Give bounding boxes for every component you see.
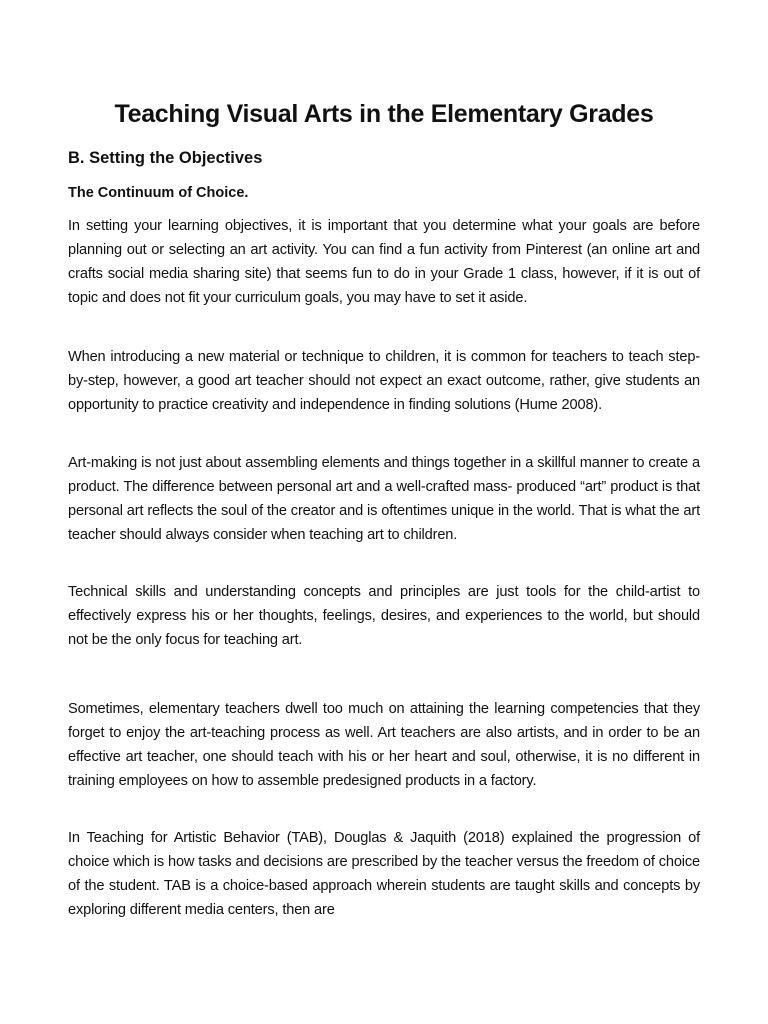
section-heading: B. Setting the Objectives (68, 149, 263, 167)
paragraph: Sometimes, elementary teachers dwell too much on attaining the learning competencies that they forget to enjoy the art-teaching process as well. Art teachers are also artists, and in order to be an effective art teacher, one should teach with his or her heart and soul, otherwise, it is no different in training employees on how to assemble predesigned products in a factory. (68, 701, 700, 789)
paragraph: Technical skills and understanding concepts and principles are just tools for the child-artist to effectively express his or her thoughts, feelings, desires, and experiences to the world, but should not be the only focus for teaching art. (68, 584, 700, 648)
sub-heading: The Continuum of Choice. (68, 185, 249, 201)
paragraph: In setting your learning objectives, it is important that you determine what your goals are before planning out or selecting an art activity. You can find a fun activity from Pinterest (an online art and crafts social media sharing site) that seems fun to do in your Grade 1 class, however, if it is out of topic and does not fit your curriculum goals, you may have to set it aside. (68, 218, 700, 306)
document-title: Teaching Visual Arts in the Elementary Grades (114, 100, 654, 128)
paragraph: Art-making is not just about assembling elements and things together in a skillful manner to create a product. The difference between personal art and a well-crafted mass- produced “art” product is that personal art reflects the soul of the creator and is oftentimes unique in the world. That is what the art teacher should always consider when teaching art to children. (68, 455, 700, 543)
paragraph: In Teaching for Artistic Behavior (TAB), Douglas & Jaquith (2018) explained the progression of choice which is how tasks and decisions are prescribed by the teacher versus the freedom of choice of the student. TAB is a choice-based approach wherein students are taught skills and concepts by exploring different media centers, then are (68, 830, 700, 918)
paragraph: When introducing a new material or technique to children, it is common for teachers to teach step-by-step, however, a good art teacher should not expect an exact outcome, rather, give students an opportunity to practice creativity and independence in finding solutions (Hume 2008). (68, 349, 700, 413)
